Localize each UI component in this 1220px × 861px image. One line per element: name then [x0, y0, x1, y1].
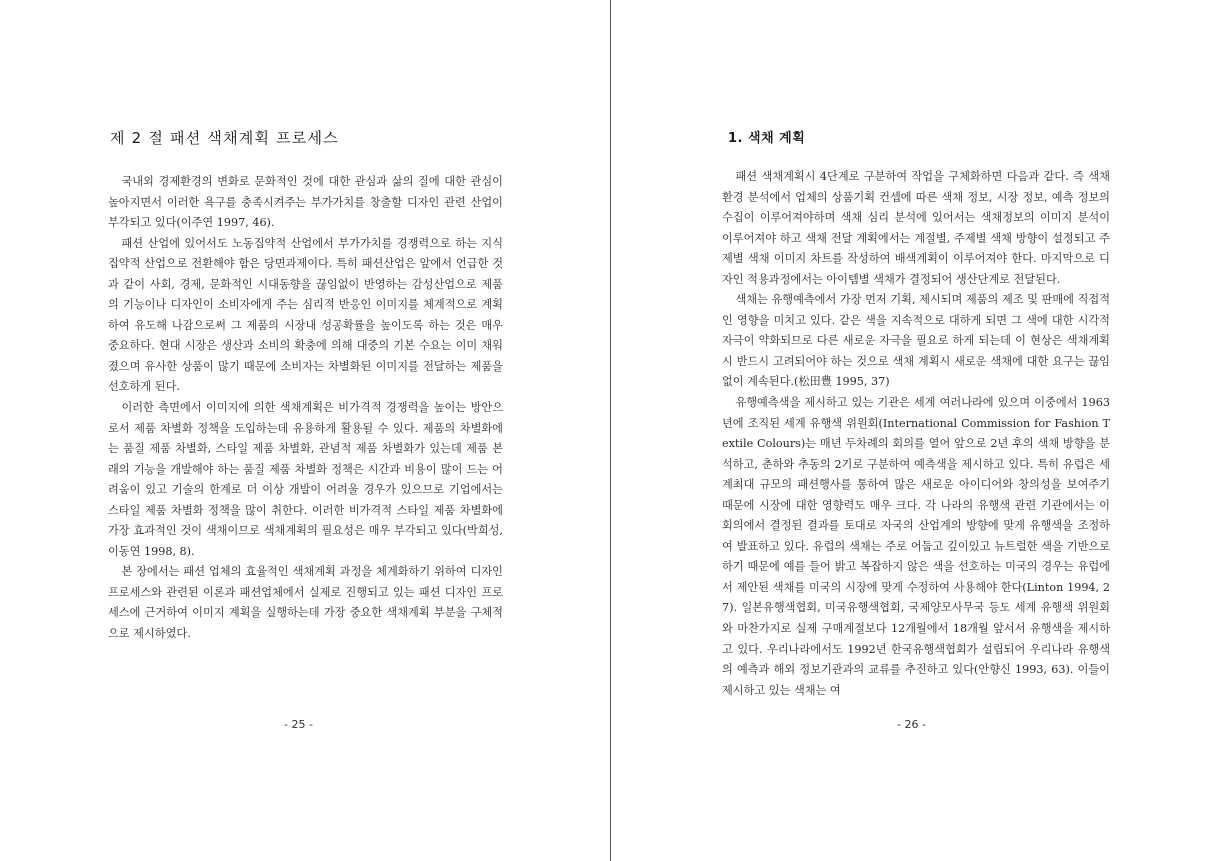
body-paragraph: 국내외 경제환경의 변화로 문화적인 것에 대한 관심과 삶의 질에 대한 관심이 높아지면서 이러한 욕구를 충족시켜주는 부가가치를 창출할 디자인 관련 산업이 부각되고 있다(이주연 1997, 46). — [108, 175, 503, 230]
body-paragraph: 패션 색채계획시 4단계로 구분하여 작업을 구체화하면 다음과 같다. 즉 색채 환경 분석에서 업체의 상품기획 컨셉에 따른 색채 정보, 시장 정보, 예측 정보의 수집이 이루어져야하며 색채 심리 분석에 있어서는 색채정보의 이미지 분석이 이루어져야 하고 색채 전달 계획에서는 계절별, 주제별 색채 방향이 설정되고 주제별 색채 이미지 차트를 작성하여 배색계획이 이루어져야 한다. 마지막으로 디자인 적용과정에서는 아이템별 색채가 결정되어 생산단계로 전달된다. — [722, 170, 1110, 286]
right-page-body — [722, 167, 1110, 701]
subsection-heading: 1. 색채 계획 — [728, 131, 806, 146]
left-page-body — [108, 172, 503, 645]
body-paragraph: 이러한 측면에서 이미지에 의한 색채계획은 비가격적 경쟁력을 높이는 방안으로서 제품 차별화 정책을 도입하는데 유용하게 활용될 수 있다. 제품의 차별화에는 품질 제품 차별화, 스타일 제품 차별화, 관념적 제품 차별화가 있는데 제품 본래의 기능을 개발해야 하는 품질 제품 차별화 정책은 시간과 비용이 많이 드는 어려움이 있고 기술의 한계로 더 이상 개발이 어려울 경우가 있으므로 기업에서는 스타일 제품 차별화 정책을 많이 취한다. 이러한 비가격적 스타일 제품 차별화에 가장 효과적인 것이 색채이므로 색채계획의 필요성은 매우 부각되고 있다(박희성, 이동연 1998, 8). — [108, 401, 503, 558]
body-paragraph: 색채는 유행예측에서 가장 먼저 기획, 제시되며 제품의 제조 및 판매에 직접적인 영향을 미치고 있다. 같은 색을 지속적으로 대하게 되면 그 색에 대한 시각적 자극이 약화되므로 다른 새로운 자극을 필요로 하게 되는데 이 현상은 색채계획시 반드시 고려되어야 하는 것으로 색채 계획시 새로운 색채에 대한 요구는 끊임없이 계속된다.(松田豊 1995, 37) — [722, 293, 1110, 389]
body-paragraph: 유행예측색을 제시하고 있는 기관은 세계 여러나라에 있으며 이중에서 1963년에 조직된 세계 유행색 위원회(International Commission for Fashion Textile Colours)는 매년 두차례의 회의를 열어 앞으로 2년 후의 색채 방향을 분석하고, 춘하와 추동의 2기로 구분하여 예측색을 제시하고 있다. 특히 유럽은 세계최대 규모의 패션행사를 통하여 많은 새로운 아이디어와 창의성을 보여주기 때문에 시장에 대한 영향력도 매우 크다. 각 나라의 유행색 관련 기관에서는 이 회의에서 결정된 결과를 토대로 자국의 산업계의 방향에 맞게 유행색을 조정하여 발표하고 있다. 유럽의 색채는 주로 어둡고 깊이있고 뉴트럴한 색을 기반으로 하기 때문에 예를 들어 밝고 복잡하지 않은 색을 선호하는 미국의 경우는 유럽에서 제안된 색채를 미국의 시장에 맞게 수정하여 사용해야 한다(Linton 1994, 27). 일본유행색협회, 미국유행색협회, 국제양모사무국 등도 세계 유행색 위원회와 마찬가지로 실제 구매계절보다 12개월에서 18개월 앞서서 유행색을 제시하고 있다. 우리나라에서도 1992년 한국유행색협회가 설립되어 우리나라 유행색의 예측과 해외 정보기관과의 교류를 추진하고 있다(안향신 1993, 63). 이들이 제시하고 있는 색채는 여 — [722, 396, 1110, 697]
body-paragraph: 패션 산업에 있어서도 노동집약적 산업에서 부가가치를 경쟁력으로 하는 지식집약적 산업으로 전환해야 함은 당면과제이다. 특히 패션산업은 앞에서 언급한 것과 같이 사회, 경제, 문화적인 시대동향을 끊임없이 반영하는 감성산업으로 제품의 기능이나 디자인이 소비자에게 주는 심리적 반응인 이미지를 체계적으로 계획하여 유도해 나감으로써 그 제품의 시장내 성공확률을 높이도록 하는 것은 매우 중요하다. 현대 시장은 생산과 소비의 확충에 의해 대중의 기본 수요는 이미 채워졌으며 유사한 상품이 많기 때문에 소비자는 차별화된 이미지를 전달하는 제품을 선호하게 된다. — [108, 236, 503, 394]
page-number: - 25 - — [284, 718, 313, 731]
body-paragraph: 본 장에서는 패션 업체의 효율적인 색채계획 과정을 체계화하기 위하여 디자인 프로세스와 관련된 이론과 패션업체에서 실제로 진행되고 있는 패션 디자인 프로세스에 근거하여 이미지 계획을 실행하는데 가장 중요한 색채계획 부분을 구체적으로 제시하였다. — [108, 565, 503, 641]
section-heading: 제 2 절 패션 색채계획 프로세스 — [110, 129, 339, 147]
page-number: - 26 - — [897, 718, 926, 731]
right-page — [612, 0, 1220, 861]
page-divider — [610, 0, 611, 861]
